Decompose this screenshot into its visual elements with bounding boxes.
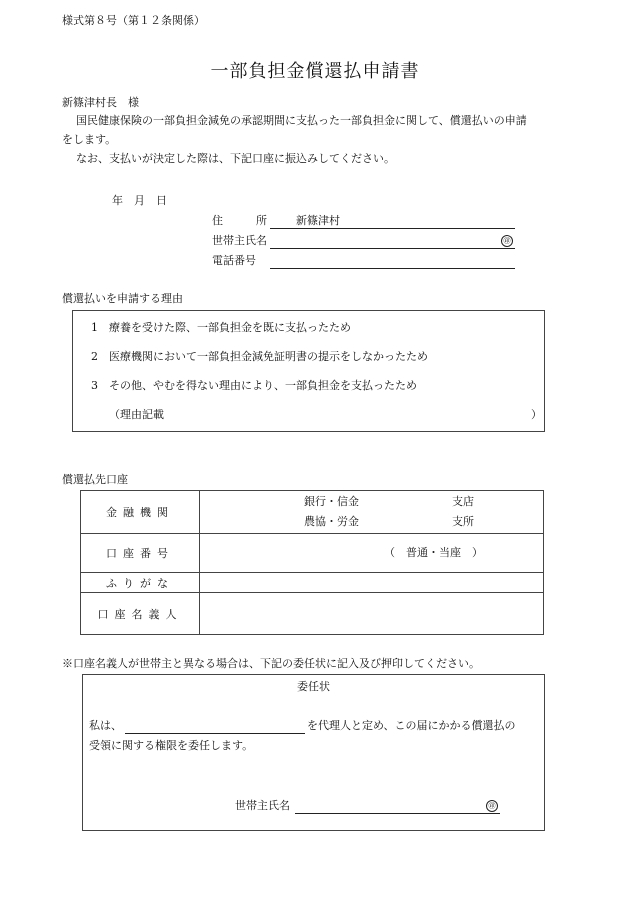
proxy-line-1-end: を代理人と定め、この届にかかる償還払の bbox=[307, 719, 516, 732]
proxy-box bbox=[82, 674, 545, 831]
table-row bbox=[81, 534, 544, 573]
bank-type-2: 農協・労金 bbox=[304, 515, 359, 528]
proxy-line-2: 受領に関する権限を委任します。 bbox=[89, 739, 254, 752]
seal-icon: ㊞ bbox=[486, 800, 498, 812]
seal-icon: ㊞ bbox=[501, 235, 513, 247]
account-holder-label: 口座名義人 bbox=[81, 593, 200, 635]
furigana-label: ふりがな bbox=[81, 573, 200, 593]
householder-name-label: 世帯主氏名 bbox=[212, 234, 267, 247]
body-line-3: なお、支払いが決定した際は、下記口座に振込みしてください。 bbox=[76, 152, 395, 165]
reason-item-1[interactable]: 1 療養を受けた際、一部負担金を既に支払ったため bbox=[91, 321, 351, 334]
furigana-field[interactable] bbox=[200, 573, 544, 593]
bank-label: 金融機関 bbox=[81, 491, 200, 534]
account-holder-field[interactable] bbox=[200, 593, 544, 635]
address-label: 住 所 bbox=[212, 214, 267, 227]
table-row bbox=[81, 573, 544, 593]
account-heading: 償還払先口座 bbox=[62, 473, 128, 486]
address-field[interactable] bbox=[270, 214, 515, 229]
bank-field[interactable] bbox=[200, 491, 544, 534]
date-field[interactable]: 年 月 日 bbox=[112, 194, 167, 207]
account-table bbox=[80, 490, 544, 635]
reason-item-3[interactable]: 3 その他、やむを得ない理由により、一部負担金を支払ったため bbox=[91, 379, 417, 392]
phone-field[interactable] bbox=[270, 254, 515, 269]
account-number-field[interactable] bbox=[200, 534, 544, 573]
body-line-1: 国民健康保険の一部負担金減免の承認期間に支払った一部負担金に関して、償還払いの申請 bbox=[76, 114, 527, 127]
reasons-box bbox=[72, 310, 545, 432]
account-number-label: 口座番号 bbox=[81, 534, 200, 573]
page-title: 一部負担金償還払申請書 bbox=[210, 61, 420, 82]
address-value: 新篠津村 bbox=[296, 214, 340, 227]
proxy-title: 委任状 bbox=[297, 680, 330, 693]
householder-name-field[interactable] bbox=[270, 234, 515, 249]
proxy-name-field[interactable] bbox=[295, 799, 500, 814]
phone-label: 電話番号 bbox=[212, 254, 256, 267]
reasons-heading: 償還払いを申請する理由 bbox=[62, 292, 183, 305]
reason-note-open: （理由記載 bbox=[109, 408, 164, 421]
table-row bbox=[81, 593, 544, 635]
proxy-agent-field[interactable] bbox=[125, 719, 305, 734]
form-number: 様式第８号（第１２条関係） bbox=[62, 14, 205, 27]
addressee: 新篠津村長 様 bbox=[62, 96, 139, 109]
proxy-name-label: 世帯主氏名 bbox=[235, 799, 290, 812]
branch-type-1: 支店 bbox=[452, 495, 474, 508]
bank-type-1: 銀行・信金 bbox=[304, 495, 359, 508]
reason-note-close: ） bbox=[531, 408, 542, 421]
account-type: （ 普通・当座 ） bbox=[384, 546, 483, 559]
proxy-line-1-start: 私は、 bbox=[89, 719, 122, 732]
proxy-note: ※口座名義人が世帯主と異なる場合は、下記の委任状に記入及び押印してください。 bbox=[62, 657, 480, 670]
reason-item-2[interactable]: 2 医療機関において一部負担金減免証明書の提示をしなかったため bbox=[91, 350, 428, 363]
table-row bbox=[81, 491, 544, 534]
branch-type-2: 支所 bbox=[452, 515, 474, 528]
reason-note-field[interactable] bbox=[193, 408, 403, 422]
body-line-2: をします。 bbox=[62, 133, 117, 146]
